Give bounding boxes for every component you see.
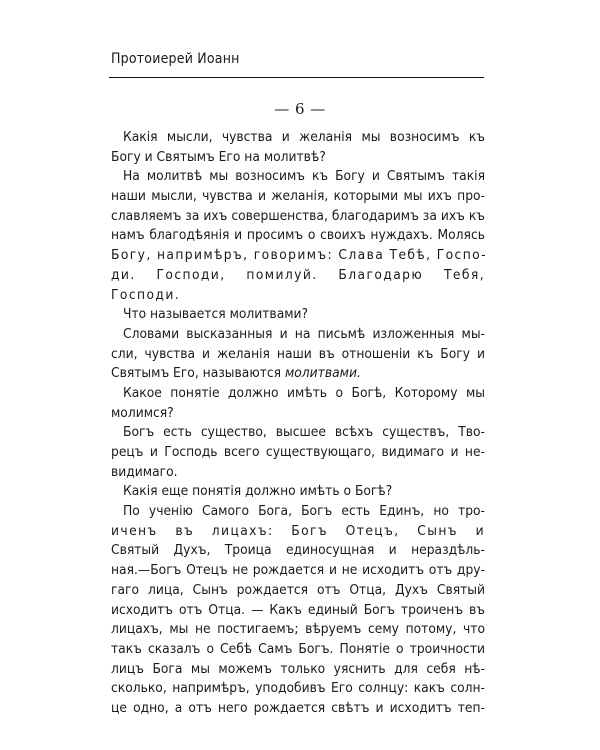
body-text bbox=[111, 128, 485, 719]
text-line: исходитъ отъ Отца. — Какъ единый Богъ троиченъ въ bbox=[111, 601, 485, 618]
text-line: сли, чувства и желанія наши въ отношеніи къ Богу и bbox=[111, 345, 485, 362]
text-line: Какія мысли, чувства и желанія мы возносимъ къ bbox=[123, 129, 485, 145]
text-line: Какое понятіе должно имѣть о Богѣ, Которому мы bbox=[123, 384, 485, 401]
text-line: лицахъ, мы не постигаемъ; вѣруемъ сему потому, что bbox=[111, 621, 485, 638]
text-line: Господи. bbox=[111, 286, 181, 303]
text-line: наши мысли, чувства и желанія, которыми мы ихъ про- bbox=[111, 188, 485, 205]
text-line: гаго лица, Сынъ рождается отъ Отца, Духъ Святый bbox=[111, 581, 485, 598]
text-line bbox=[111, 364, 485, 384]
text-line: Что называется молитвами? bbox=[123, 306, 309, 323]
text-line: На молитвѣ мы возносимъ къ Богу и Святымъ такія bbox=[123, 168, 485, 185]
text-line: По ученію Самого Бога, Богъ есть Единъ, но тро- bbox=[123, 503, 485, 520]
text-line: рецъ и Господь всего существующаго, видимаго и не- bbox=[111, 444, 485, 460]
text-line: це одно, а отъ него рождается свѣтъ и исходитъ теп- bbox=[111, 699, 485, 716]
text-line: молимся? bbox=[111, 404, 174, 421]
text-line: такъ сказалъ о Себѣ Самъ Богъ. Понятіе о троичности bbox=[111, 640, 485, 657]
text-line: Богу, напримѣръ, говоримъ: Слава Тебѣ, Госпо- bbox=[111, 247, 487, 264]
text-line: иченъ въ лицахъ: Богъ Отецъ, Сынъ и bbox=[111, 522, 485, 539]
text-line: Богъ есть существо, высшее всѣхъ существъ, Тво- bbox=[123, 424, 485, 441]
text-line: Словами высказанныя и на письмѣ изложенныя мы- bbox=[123, 325, 485, 342]
text-line: сколько, напримѣръ, уподобивъ Его солнцу: какъ солн- bbox=[111, 680, 485, 697]
text-line: Богу и Святымъ Его на молитвѣ? bbox=[111, 148, 326, 165]
running-title: Протоиерей Иоанн bbox=[111, 51, 240, 67]
text-line: ди. Господи, помилуй. Благодарю Тебя, bbox=[111, 266, 485, 283]
text-line: ная.—Богъ Отецъ не рождается и не исходитъ отъ дру- bbox=[111, 562, 485, 579]
text-line: видимаго. bbox=[111, 463, 178, 480]
page-number: — 6 — bbox=[274, 100, 326, 118]
header-rule bbox=[109, 77, 484, 78]
text-line: Святый Духъ, Троица единосущная и нераздѣль- bbox=[111, 542, 485, 559]
text-line: Какія еще понятія должно имѣть о Богѣ? bbox=[123, 483, 393, 500]
text-line: лицъ Бога мы можемъ только уяснить для себя нѣ- bbox=[111, 660, 485, 677]
emphasized-word: молитвами. bbox=[284, 365, 361, 382]
text-segment: Святымъ Его, называются bbox=[111, 365, 282, 382]
text-line: намъ благодѣянія и просимъ о своихъ нуждахъ. Молясь bbox=[111, 227, 485, 244]
text-line: славляемъ за ихъ совершенства, благодаримъ за ихъ къ bbox=[111, 207, 485, 224]
